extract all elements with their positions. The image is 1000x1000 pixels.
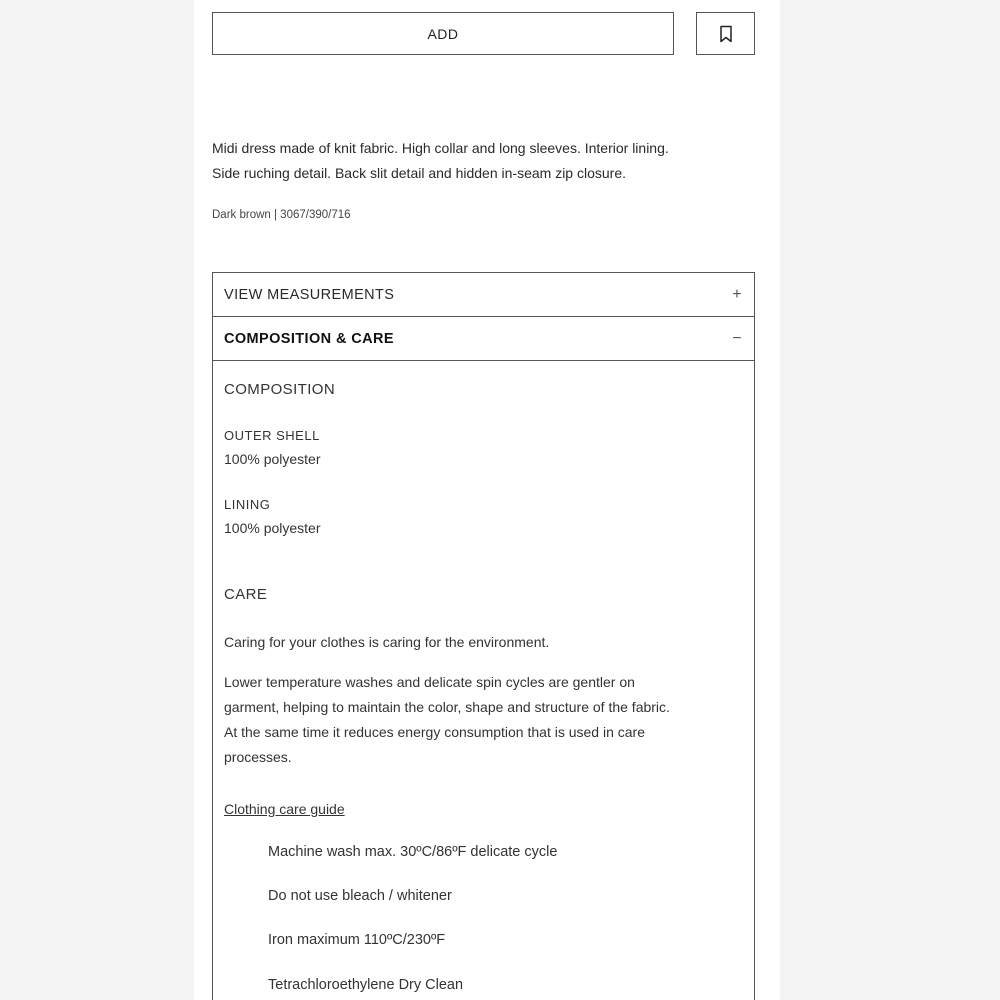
minus-icon: − — [732, 329, 742, 347]
view-measurements-label: VIEW MEASUREMENTS — [224, 286, 395, 303]
bookmark-icon — [719, 25, 733, 43]
care-title: CARE — [224, 586, 268, 603]
product-info-accordion — [212, 272, 755, 1000]
lining-value: 100% polyester — [224, 520, 321, 536]
clothing-care-guide-link[interactable]: Clothing care guide — [224, 801, 345, 817]
composition-care-header[interactable] — [213, 317, 754, 361]
care-instruction-item: Iron maximum 110ºC/230ºF — [268, 932, 446, 948]
lining-label: LINING — [224, 497, 271, 512]
care-paragraph — [224, 670, 744, 770]
product-reference: Dark brown | 3067/390/716 — [212, 209, 351, 221]
outer-shell-value: 100% polyester — [224, 451, 321, 467]
care-intro: Caring for your clothes is caring for the environment. — [224, 634, 550, 650]
care-paragraph-line: At the same time it reduces energy consumption that is used in care — [224, 724, 645, 740]
view-measurements-header[interactable] — [213, 273, 754, 317]
product-description — [212, 136, 752, 186]
composition-care-label: COMPOSITION & CARE — [224, 330, 394, 347]
care-paragraph-line: processes. — [224, 749, 292, 765]
outer-shell-label: OUTER SHELL — [224, 428, 320, 443]
composition-title: COMPOSITION — [224, 381, 336, 398]
care-paragraph-line: garment, helping to maintain the color, shape and structure of the fabric. — [224, 699, 670, 715]
care-instruction-item: Tetrachloroethylene Dry Clean — [268, 977, 464, 993]
plus-icon: + — [732, 285, 742, 303]
description-line: Side ruching detail. Back slit detail and hidden in-seam zip closure. — [212, 165, 627, 181]
description-line: Midi dress made of knit fabric. High collar and long sleeves. Interior lining. — [212, 140, 669, 156]
product-detail-panel — [194, 0, 780, 1000]
care-paragraph-line: Lower temperature washes and delicate spin cycles are gentler on — [224, 674, 635, 690]
bookmark-button[interactable] — [696, 12, 755, 55]
care-instruction-item: Machine wash max. 30ºC/86ºF delicate cycle — [268, 844, 558, 860]
care-instruction-item: Do not use bleach / whitener — [268, 888, 452, 904]
add-to-bag-button[interactable]: ADD — [212, 12, 674, 55]
